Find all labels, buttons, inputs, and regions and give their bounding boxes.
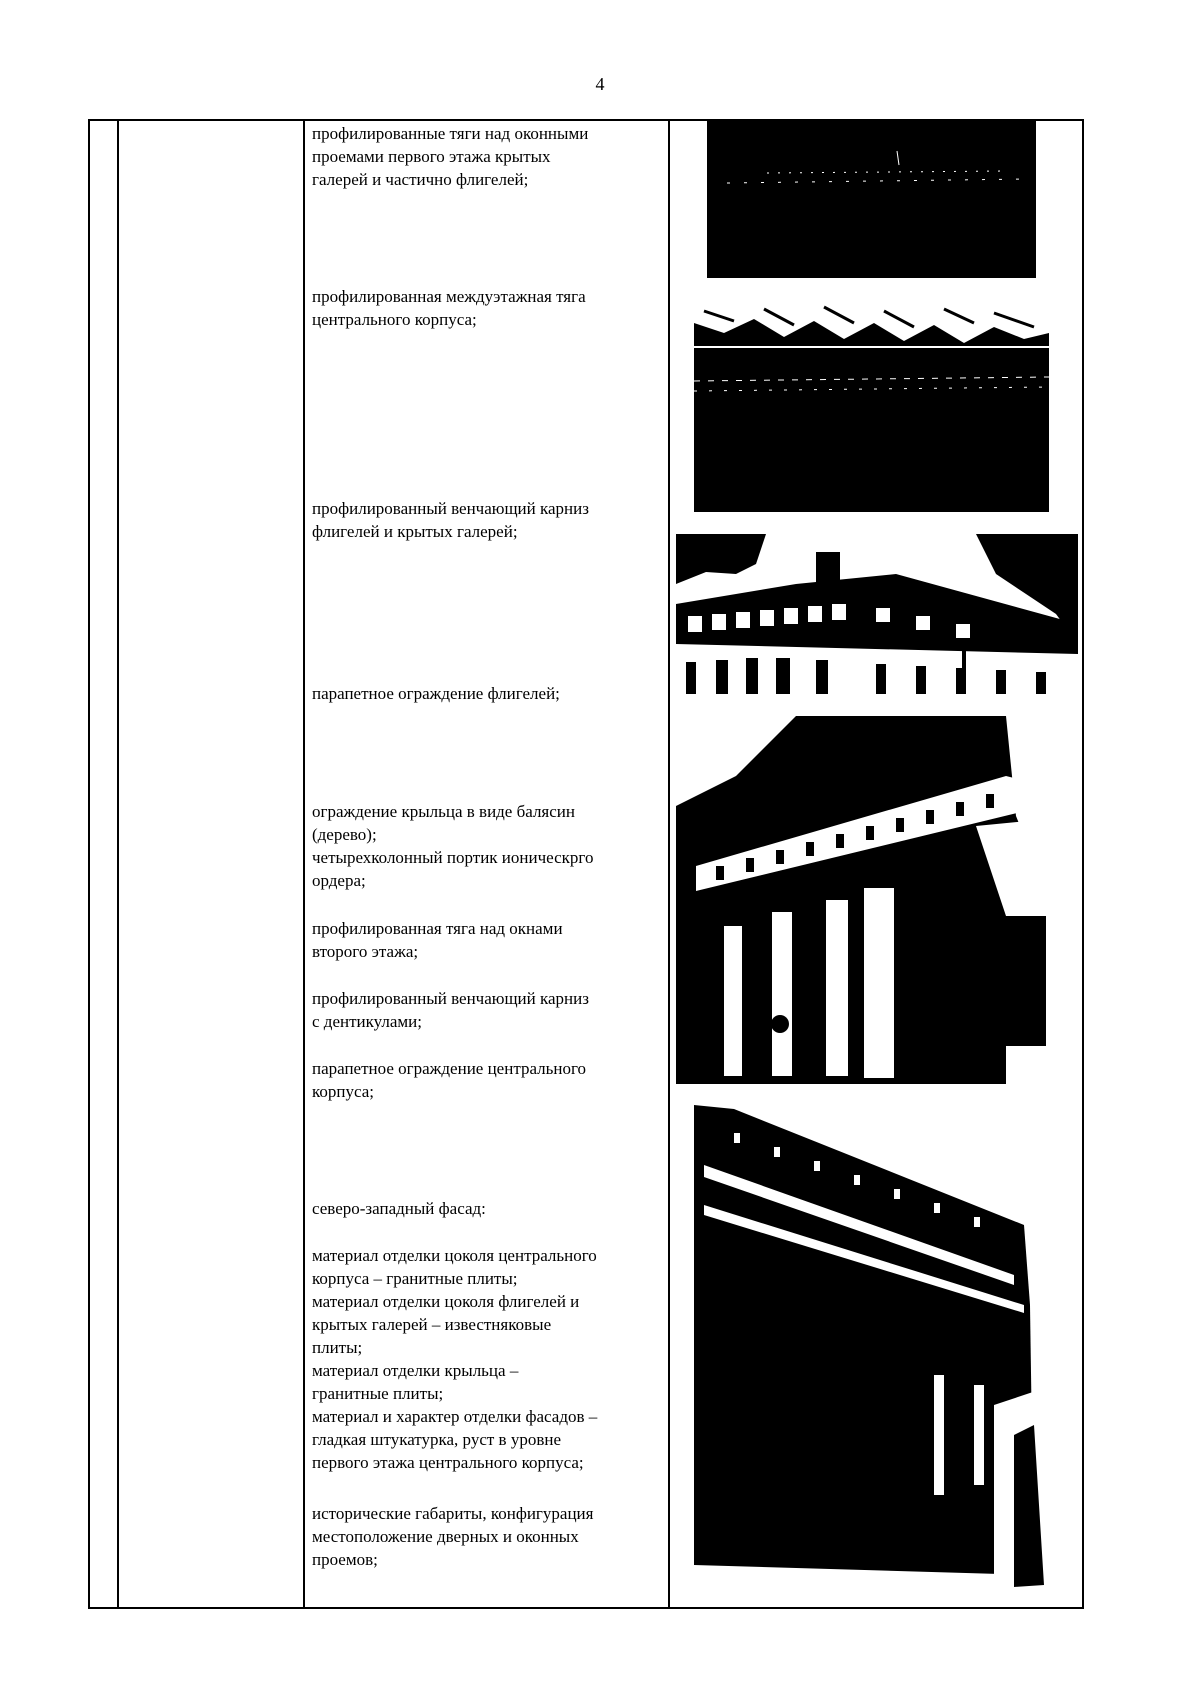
text-line: профилированная междуэтажная тяга (312, 287, 586, 306)
column-divider-2 (303, 121, 305, 1607)
photo-window-cornice-image (707, 121, 1036, 278)
text-line: исторические габариты, конфигурация (312, 1504, 594, 1523)
photo-portico-image (676, 716, 1078, 1084)
text-block-window-cornice (312, 122, 657, 191)
text-block-dentil-cornice (312, 987, 657, 1033)
column-divider-3 (668, 121, 670, 1607)
photo-window-cornice (707, 121, 1036, 278)
text-line: северо-западный фасад: (312, 1199, 486, 1218)
text-line: материал отделки цоколя центрального (312, 1246, 597, 1265)
text-line: парапетное ограждение центрального (312, 1059, 587, 1078)
photo-northwest-facade-image (694, 1105, 1054, 1587)
text-line: профилированный венчающий карниз (312, 499, 589, 518)
page-number: 4 (595, 74, 605, 94)
text-line: материал отделки крыльца – (312, 1361, 519, 1380)
text-line: корпуса – гранитные плиты; (312, 1269, 518, 1288)
text-line: парапетное ограждение флигелей; (312, 684, 560, 703)
photo-wing-cornice (676, 534, 1078, 694)
text-line: профилированная тяга над окнами (312, 919, 563, 938)
text-block-northwest-facade (312, 1197, 657, 1220)
photo-wing-cornice-image (676, 534, 1078, 694)
text-line: четырехколонный портик ионическрго (312, 848, 594, 867)
text-block-central-parapet (312, 1057, 657, 1103)
text-line: плиты; (312, 1338, 363, 1357)
text-line: второго этажа; (312, 942, 419, 961)
text-line: гладкая штукатурка, руст в уровне (312, 1430, 562, 1449)
text-line: местоположение дверных и оконных (312, 1527, 579, 1546)
text-line: корпуса; (312, 1082, 375, 1101)
text-line: профилированные тяги над оконными (312, 124, 589, 143)
text-line: центрального корпуса; (312, 310, 477, 329)
text-line: проемами первого этажа крытых (312, 147, 551, 166)
column-divider-1 (117, 121, 119, 1607)
photo-interfloor-cornice (694, 303, 1049, 512)
text-block-wing-cornice (312, 497, 657, 543)
text-block-interfloor-cornice (312, 285, 657, 331)
text-line: (дерево); (312, 825, 377, 844)
text-line: материал и характер отделки фасадов – (312, 1407, 598, 1426)
text-line: материал отделки цоколя флигелей и (312, 1292, 580, 1311)
text-block-openings (312, 1502, 657, 1571)
text-block-second-floor-cornice (312, 917, 657, 963)
text-line: галерей и частично флигелей; (312, 170, 529, 189)
photo-portico (676, 716, 1078, 1084)
text-line: с дентикулами; (312, 1012, 422, 1031)
text-line: ордера; (312, 871, 366, 890)
text-line: флигелей и крытых галерей; (312, 522, 518, 541)
text-block-wing-parapet (312, 682, 657, 705)
text-line: гранитные плиты; (312, 1384, 444, 1403)
text-line: первого этажа центрального корпуса; (312, 1453, 584, 1472)
text-line: проемов; (312, 1550, 378, 1569)
text-block-porch-balusters (312, 800, 657, 892)
text-line: крытых галерей – известняковые (312, 1315, 552, 1334)
photo-interfloor-cornice-image (694, 303, 1049, 512)
text-line: профилированный венчающий карниз (312, 989, 589, 1008)
text-block-materials (312, 1244, 657, 1474)
photo-northwest-facade (694, 1105, 1054, 1587)
text-line: ограждение крыльца в виде балясин (312, 802, 575, 821)
